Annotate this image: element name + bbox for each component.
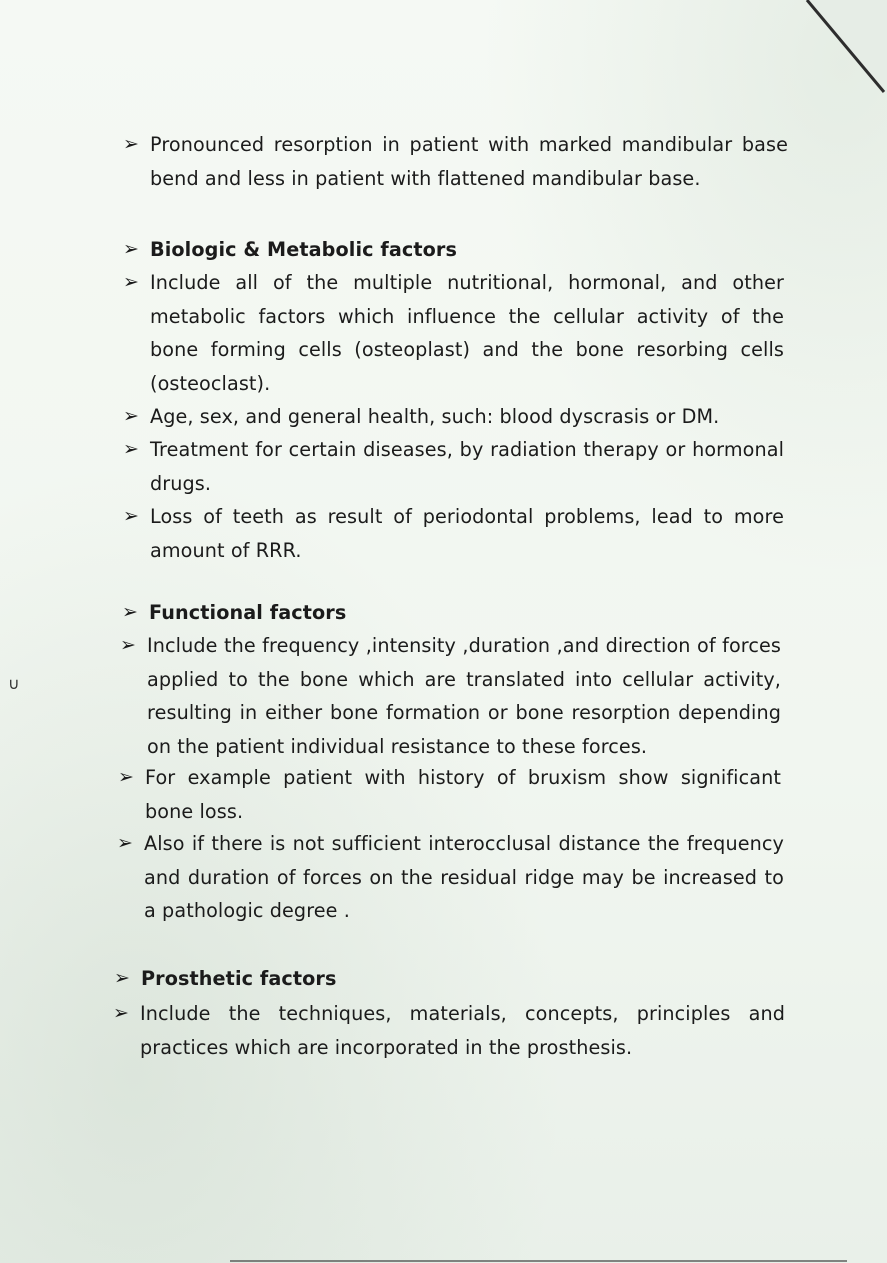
margin-mark: ∪ — [8, 674, 20, 693]
section-heading-prosthetic — [114, 962, 785, 996]
arrow-bullet-icon: ➢ — [117, 832, 134, 854]
bullet-item — [117, 827, 784, 928]
heading-text: Biologic & Metabolic factors — [150, 238, 457, 261]
bullet-text: Also if there is not sufficient interocclusal distance the frequency and duration of forces on the residual ridge may be increased to a pathologic degree . — [144, 832, 784, 922]
arrow-bullet-icon: ➢ — [123, 438, 140, 460]
bullet-text: For example patient with history of bruxism show significant bone loss. — [145, 766, 781, 823]
bullet-item — [123, 500, 784, 567]
bullet-text: Loss of teeth as result of periodontal problems, lead to more amount of RRR. — [150, 505, 784, 562]
bullet-text: Include the techniques, materials, concepts, principles and practices which are incorporated in the prosthesis. — [140, 1002, 785, 1059]
section-heading-biologic — [123, 233, 784, 267]
arrow-bullet-icon: ➢ — [114, 967, 131, 989]
arrow-bullet-icon: ➢ — [123, 133, 140, 155]
bullet-text: Pronounced resorption in patient with marked mandibular base bend and less in patient with flattened mandibular base. — [150, 133, 788, 190]
page-bottom-edge — [230, 1260, 847, 1262]
bullet-item — [123, 433, 784, 500]
heading-text: Functional factors — [149, 601, 347, 624]
arrow-bullet-icon: ➢ — [122, 601, 139, 623]
bullet-text: Treatment for certain diseases, by radiation therapy or hormonal drugs. — [150, 438, 784, 495]
arrow-bullet-icon: ➢ — [123, 405, 140, 427]
bullet-text: Include the frequency ,intensity ,duration ,and direction of forces applied to the bone which are translated into cellular activity, resulting in either bone formation or bone resorption depending on the patient individual resistance to these forces. — [147, 634, 781, 758]
bullet-item — [123, 400, 784, 434]
bullet-item — [123, 128, 788, 195]
arrow-bullet-icon: ➢ — [118, 766, 135, 788]
section-heading-functional — [122, 596, 783, 630]
bullet-item — [120, 629, 781, 763]
arrow-bullet-icon: ➢ — [113, 1002, 130, 1024]
page-corner-fold — [777, 0, 887, 110]
arrow-bullet-icon: ➢ — [123, 238, 140, 260]
bullet-text: Include all of the multiple nutritional, hormonal, and other metabolic factors which influence the cellular activity of the bone forming cells (osteoplast) and the bone resorbing cells (osteoclast). — [150, 271, 784, 395]
bullet-item — [113, 997, 785, 1064]
bullet-item — [118, 761, 781, 828]
arrow-bullet-icon: ➢ — [123, 271, 140, 293]
heading-text: Prosthetic factors — [141, 967, 337, 990]
arrow-bullet-icon: ➢ — [120, 634, 137, 656]
bullet-item — [123, 266, 784, 400]
arrow-bullet-icon: ➢ — [123, 505, 140, 527]
bullet-text: Age, sex, and general health, such: blood dyscrasis or DM. — [150, 405, 720, 428]
